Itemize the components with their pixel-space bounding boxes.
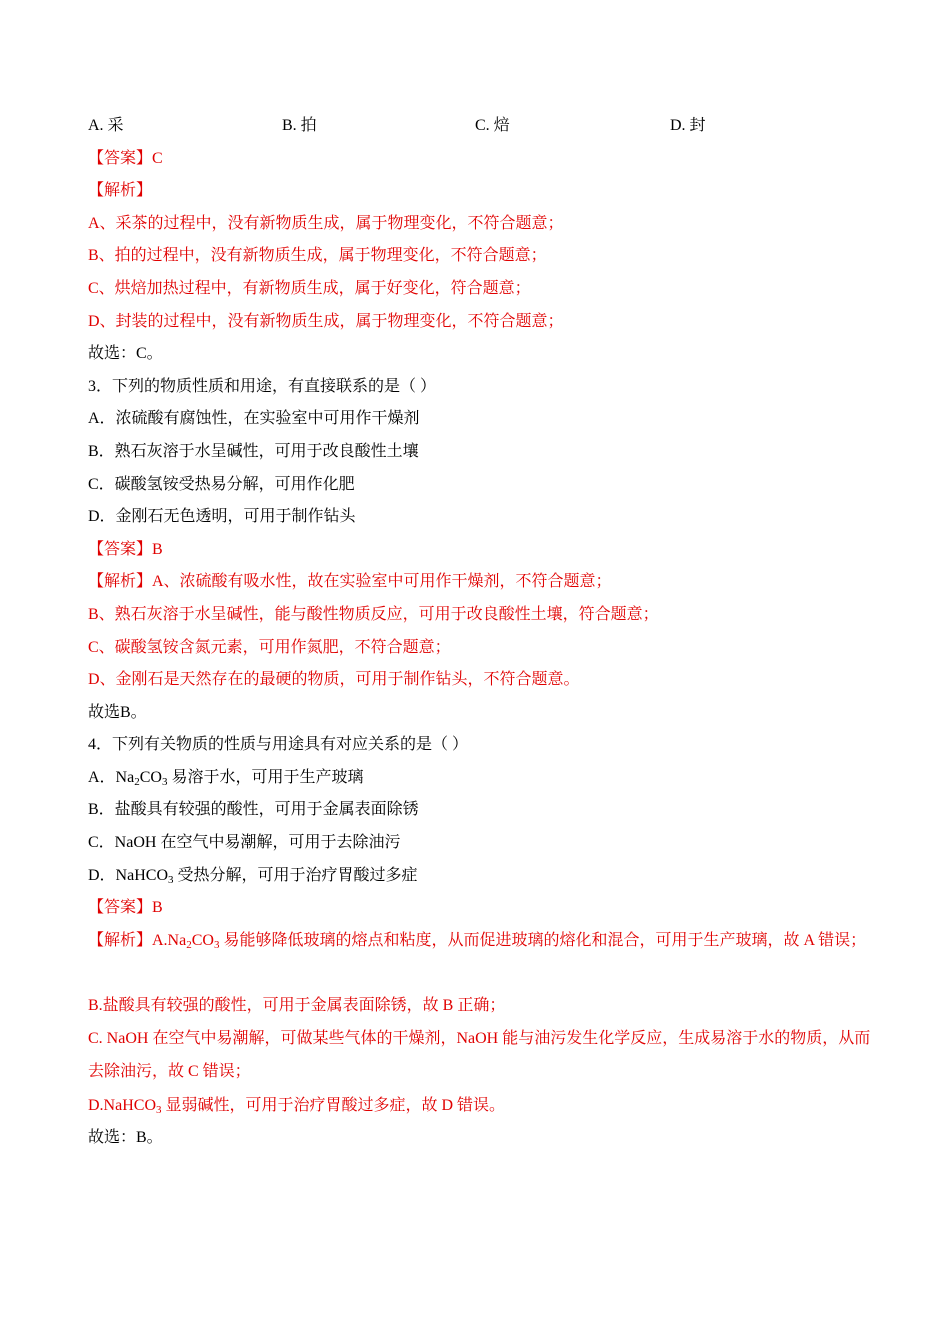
q4-analysis-a-prefix: 【解析】A.Na xyxy=(88,932,187,949)
q4-option-d-prefix: D．NaHCO xyxy=(88,867,168,884)
q4-conclusion: 故选：B。 xyxy=(88,1129,163,1146)
q2-option-b: B. 拍 xyxy=(282,117,317,134)
q2-analysis-b: B、拍的过程中，没有新物质生成，属于物理变化，不符合题意； xyxy=(88,247,547,264)
q4-analysis-a-sub1: 2 xyxy=(186,939,192,951)
q4-analysis-c: C. NaOH 在空气中易潮解，可做某些气体的干燥剂，NaOH 能与油污发生化学反应，生成易溶于水的物质，从而去除油污，故 C 错误； xyxy=(88,1030,871,1080)
q4-option-a-sub1: 2 xyxy=(134,776,140,788)
q4-analysis-a xyxy=(88,925,878,958)
q2-conclusion: 故选：C。 xyxy=(88,345,163,362)
q4-analysis-a-mid: CO xyxy=(191,932,214,949)
q4-option-d-suffix: 受热分解，可用于治疗胃酸过多症 xyxy=(177,867,418,884)
q4-option-a-prefix: A．Na xyxy=(88,769,135,786)
q3-option-d: D．金刚石无色透明，可用于制作钻头 xyxy=(88,508,356,525)
q4-answer: 【答案】B xyxy=(88,899,163,916)
q4-option-a-suffix: 易溶于水，可用于生产玻璃 xyxy=(171,769,364,786)
q4-option-a-sub2: 3 xyxy=(161,776,168,788)
q2-analysis-a: A、采茶的过程中，没有新物质生成，属于物理变化，不符合题意； xyxy=(88,215,564,232)
q3-analysis-a: 【解析】A、浓硫酸有吸水性，故在实验室中可用作干燥剂，不符合题意； xyxy=(88,573,612,590)
q4-option-d xyxy=(88,865,418,887)
q4-analysis-b: B.盐酸具有较强的酸性，可用于金属表面除锈，故 B 正确； xyxy=(88,997,506,1014)
q2-analysis-d: D、封装的过程中，没有新物质生成，属于物理变化，不符合题意； xyxy=(88,313,564,330)
q2-option-c: C. 焙 xyxy=(475,117,510,134)
q4-option-c: C．NaOH 在空气中易潮解，可用于去除油污 xyxy=(88,834,401,851)
q4-analysis-d-sub: 3 xyxy=(156,1104,162,1116)
q3-answer: 【答案】B xyxy=(88,541,163,558)
q4-option-a xyxy=(88,767,363,789)
q4-analysis-d-suffix: 显弱碱性，可用于治疗胃酸过多症，故 D 错误。 xyxy=(165,1097,506,1114)
q4-option-a-mid: CO xyxy=(139,769,162,786)
q3-analysis-b: B、熟石灰溶于水呈碱性，能与酸性物质反应，可用于改良酸性土壤，符合题意； xyxy=(88,606,659,623)
q2-analysis-label: 【解析】 xyxy=(88,182,153,199)
q4-stem: 4．下列有关物质的性质与用途具有对应关系的是（ ） xyxy=(88,736,469,753)
q3-conclusion: 故选B。 xyxy=(88,704,147,721)
q3-option-a: A．浓硫酸有腐蚀性，在实验室中可用作干燥剂 xyxy=(88,410,420,427)
q3-stem: 3．下列的物质性质和用途，有直接联系的是（ ） xyxy=(88,378,437,395)
q3-analysis-c: C、碳酸氢铵含氮元素，可用作氮肥，不符合题意； xyxy=(88,639,451,656)
q2-option-a: A. 采 xyxy=(88,117,124,134)
q4-analysis-a-sub2: 3 xyxy=(213,939,220,951)
q3-option-c: C．碳酸氢铵受热易分解，可用作化肥 xyxy=(88,476,355,493)
q2-analysis-c: C、烘焙加热过程中，有新物质生成，属于好变化，符合题意； xyxy=(88,280,531,297)
q4-option-d-sub: 3 xyxy=(168,874,174,886)
q4-analysis-d xyxy=(88,1095,505,1117)
q2-options xyxy=(88,115,878,137)
q2-answer: 【答案】C xyxy=(88,150,163,167)
q4-option-b: B．盐酸具有较强的酸性，可用于金属表面除锈 xyxy=(88,801,419,818)
q3-option-b: B．熟石灰溶于水呈碱性，可用于改良酸性土壤 xyxy=(88,443,419,460)
q4-analysis-a-suffix: 易能够降低玻璃的熔点和粘度，从而促进玻璃的熔化和混合，可用于生产玻璃，故 A 错误； xyxy=(223,932,867,949)
q4-analysis-d-prefix: D.NaHCO xyxy=(88,1097,156,1114)
q3-analysis-d: D、金刚石是天然存在的最硬的物质，可用于制作钻头，不符合题意。 xyxy=(88,671,580,688)
q2-option-d: D. 封 xyxy=(670,117,706,134)
